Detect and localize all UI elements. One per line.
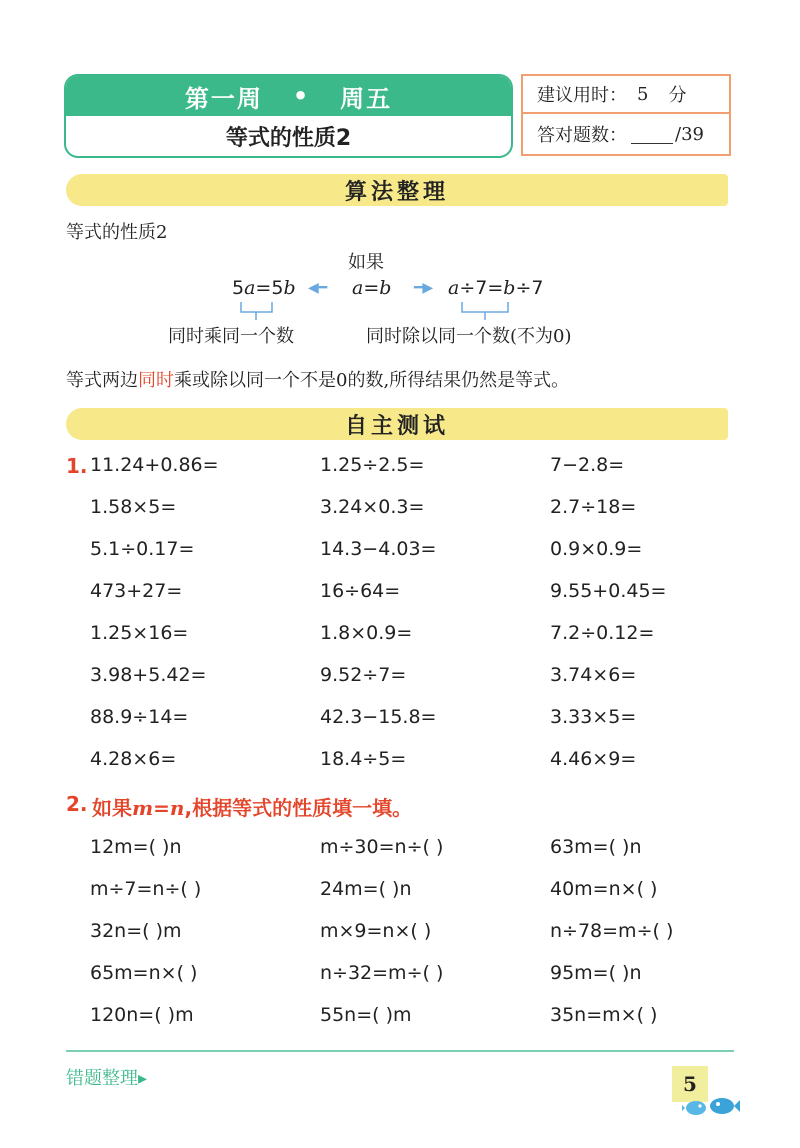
arrow-left-icon: ◀━ <box>308 280 328 296</box>
left-eq-part: =5 <box>255 277 284 299</box>
var-b: b <box>503 277 516 299</box>
footer-divider <box>66 1050 734 1052</box>
q2-title-part: ,根据等式的性质填一填。 <box>184 796 413 820</box>
q1-item: 7−2.8= <box>550 454 625 476</box>
arrow-right-icon: ━▶ <box>414 280 434 296</box>
page-number: 5 <box>672 1066 708 1102</box>
time-label: 建议用时： <box>537 85 627 106</box>
q1-item: 4.46×9= <box>550 748 637 770</box>
var-a: a <box>244 277 256 299</box>
rule-part: 乘或除以同一个不是0的数,所得结果仍然是等式。 <box>174 370 570 391</box>
q2-item: 35n=m×( ) <box>550 1004 658 1026</box>
var-a: a <box>448 277 460 299</box>
q1-item: 11.24+0.86= <box>90 454 219 476</box>
q1-item: 1.25÷2.5= <box>320 454 425 476</box>
q2-item: 65m=n×( ) <box>90 962 198 984</box>
var-b: b <box>283 277 296 299</box>
q2-title-part: 如果 <box>92 796 132 820</box>
q1-item: 3.33×5= <box>550 706 637 728</box>
var-a: a <box>352 277 364 299</box>
q2-item: m÷30=n÷( ) <box>320 836 444 858</box>
q2-title-var: m=n <box>132 796 185 820</box>
q2-item: 120n=( )m <box>90 1004 194 1026</box>
if-label: 如果 <box>348 252 384 273</box>
q1-item: 3.98+5.42= <box>90 664 207 686</box>
q1-item: 5.1÷0.17= <box>90 538 195 560</box>
q1-item: 4.28×6= <box>90 748 177 770</box>
rule-highlight: 同时 <box>138 370 174 391</box>
q2-item: n÷78=m÷( ) <box>550 920 674 942</box>
q1-item: 9.55+0.45= <box>550 580 667 602</box>
q2-item: 63m=( )n <box>550 836 642 858</box>
left-note: 同时乘同一个数 <box>168 326 294 347</box>
q1-item: 7.2÷0.12= <box>550 622 655 644</box>
q1-item: 9.52÷7= <box>320 664 407 686</box>
q2-item: 32n=( )m <box>90 920 182 942</box>
q1-item: 2.7÷18= <box>550 496 637 518</box>
q1-item: 88.9÷14= <box>90 706 189 728</box>
q2-item: 55n=( )m <box>320 1004 412 1026</box>
q1-item: 18.4÷5= <box>320 748 407 770</box>
q1-item: 14.3−4.03= <box>320 538 437 560</box>
lesson-title: 等式的性质2 <box>225 125 352 151</box>
equals-sign: = <box>363 277 380 299</box>
section-banner-self-test: 自主测试 <box>66 408 728 440</box>
score-label: 答对题数： <box>537 125 627 146</box>
time-unit: 分 <box>668 85 687 106</box>
q2-item: 24m=( )n <box>320 878 412 900</box>
q2-item: 95m=( )n <box>550 962 642 984</box>
q1-item: 473+27= <box>90 580 183 602</box>
question-1-number: 1. <box>66 454 88 478</box>
q1-item: 3.74×6= <box>550 664 637 686</box>
q2-item: n÷32=m÷( ) <box>320 962 444 984</box>
score-total: /39 <box>675 123 704 145</box>
left-eq-part: 5 <box>232 277 245 299</box>
q1-item: 1.25×16= <box>90 622 189 644</box>
day-label: 周五 <box>340 84 393 113</box>
q2-item: 40m=n×( ) <box>550 878 658 900</box>
separator-dot: • <box>292 82 311 110</box>
section-banner-algorithm: 算法整理 <box>66 174 728 206</box>
q2-item: m÷7=n÷( ) <box>90 878 202 900</box>
error-review-label[interactable]: 错题整理▸ <box>66 1068 148 1089</box>
time-value: 5 <box>637 83 649 105</box>
week-label: 第一周 <box>184 84 263 113</box>
right-eq-part: ÷7 <box>515 277 544 299</box>
q1-item: 0.9×0.9= <box>550 538 643 560</box>
right-note: 同时除以同一个数(不为0) <box>366 326 572 347</box>
q1-item: 1.8×0.9= <box>320 622 413 644</box>
var-b: b <box>379 277 392 299</box>
section1-subtitle: 等式的性质2 <box>66 222 168 243</box>
q1-item: 3.24×0.3= <box>320 496 425 518</box>
q1-item: 1.58×5= <box>90 496 177 518</box>
bracket-lines <box>0 0 800 340</box>
right-eq-part: ÷7= <box>459 277 504 299</box>
rule-text <box>66 366 569 392</box>
fish-decoration-icon <box>682 1094 742 1120</box>
q1-item: 16÷64= <box>320 580 401 602</box>
rule-part: 等式两边 <box>66 370 138 391</box>
q2-item: m×9=n×( ) <box>320 920 432 942</box>
q2-item: 12m=( )n <box>90 836 182 858</box>
question-2-number: 2. <box>66 792 88 816</box>
q1-item: 42.3−15.8= <box>320 706 437 728</box>
question-2-title <box>92 792 412 821</box>
